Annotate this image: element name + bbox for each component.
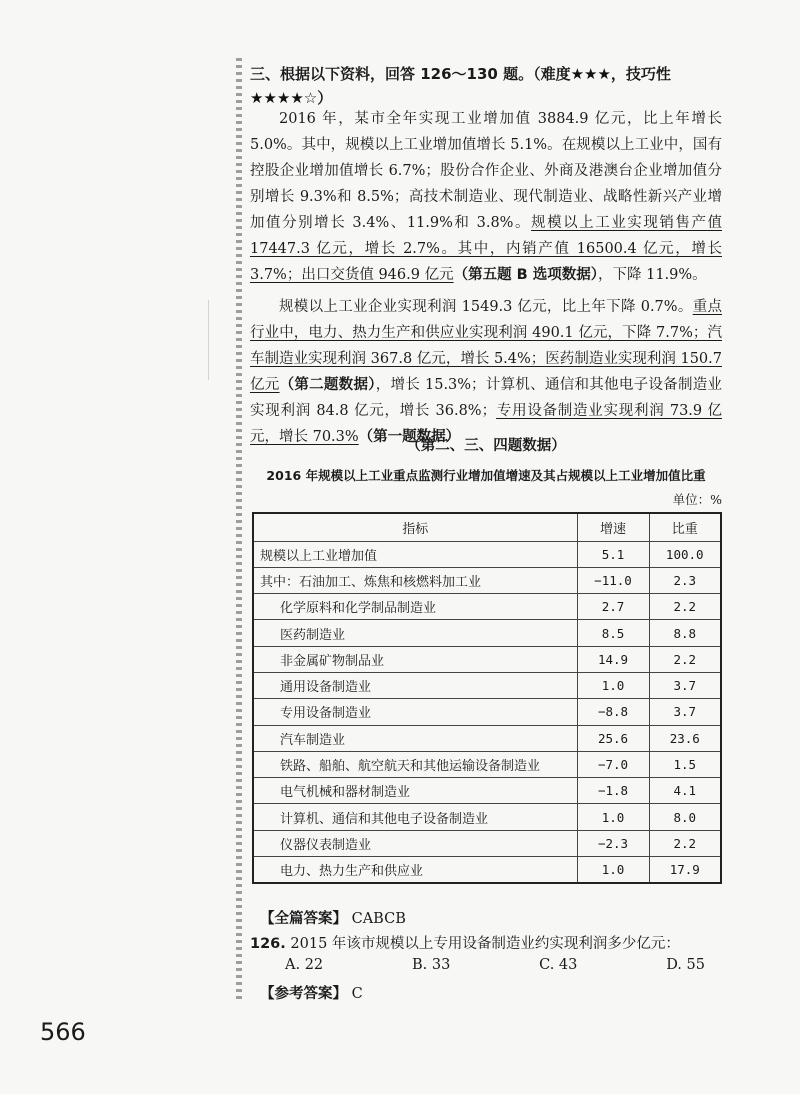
table-row: 其中：石油加工、炼焦和核燃料加工业 −11.0 2.3 [253, 567, 721, 593]
table-row: 医药制造业 8.5 8.8 [253, 620, 721, 646]
underlined-sales: 规模以上工业实现销售产值 17447.3 亿元，增长 2.7%。其中，内销产值 16500.4 亿元，增长 3.7%；出口交货值 946.9 亿元 [250, 215, 722, 283]
binding-mark [208, 300, 209, 380]
underlined-profits: 重点行业中，电力、热力生产和供应业实现利润 490.1 亿元，下降 7.7%；汽车制造业实现利润 367.8 亿元，增长 5.4%；医药制造业实现利润 150.7 亿元 [250, 299, 722, 393]
underlined-special-equipment: 专用设备制造业实现利润 73.9 亿元，增长 70.3% [250, 403, 722, 445]
question-126 [250, 932, 730, 953]
option-b: B. 33 [411, 957, 451, 973]
reference-answer: 【参考答案】 C [260, 986, 363, 1002]
table-row: 电气机械和器材制造业 −1.8 4.1 [253, 778, 721, 804]
table-row: 通用设备制造业 1.0 3.7 [253, 672, 721, 698]
reference-answer-value: C [351, 986, 363, 1002]
full-answer: 【全篇答案】 CABCB [260, 911, 406, 927]
difficulty-stars: ★★★ [570, 65, 611, 83]
table-row: 铁路、船舶、航空航天和其他运输设备制造业 −7.0 1.5 [253, 751, 721, 777]
industry-table [252, 512, 722, 884]
answer-options [285, 957, 705, 973]
table-row: 专用设备制造业 −8.8 3.7 [253, 699, 721, 725]
data-hint: （第一题数据） [358, 429, 461, 445]
data-note: （第二、三、四题数据） [406, 438, 566, 454]
header-share: 比重 [649, 513, 721, 541]
binding-edge [236, 58, 242, 1003]
table-header-row [253, 513, 721, 541]
skill-stars: ★★★★☆ [250, 89, 318, 107]
table-title: 2016 年规模以上工业重点监测行业增加值增速及其占规模以上工业增加值比重 [266, 468, 706, 483]
option-c: C. 43 [539, 957, 578, 973]
option-a: A. 22 [285, 957, 324, 973]
data-hint: （第二题数据） [279, 377, 376, 393]
paragraph-1: 2016 年，某市全年实现工业增加值 3884.9 亿元，比上年增长 5.0%。其中，规模以上工业增加值增长 5.1%。在规模以上工业中，国有控股企业增加值增长 6.7%；股份合作企业、外商及港澳台企业增加值分别增长 9.3%和 8.5%；高技术制造业、现代制造业、战略性新兴产业增加值分别增长 3.4%、11.9%和 3.8%。规模以上工业实现销售产值 17447.3 亿元，增长 2.7%。其中，内销产值 16500.4 亿元，增长 3.7%；出口交货值 946.9 亿元（第五题 B 选项数据），下降 11.9%。 [250, 111, 722, 283]
header-growth: 增速 [577, 513, 649, 541]
header-indicator: 指标 [253, 513, 577, 541]
page-number: 566 [40, 1018, 86, 1046]
question-number: 126. [250, 936, 286, 952]
table-row: 规模以上工业增加值 5.1 100.0 [253, 541, 721, 567]
table-unit: 单位：% [672, 492, 722, 507]
data-hint: （第五题 B 选项数据） [453, 267, 598, 283]
paragraph-2: 规模以上工业企业实现利润 1549.3 亿元，比上年下降 0.7%。重点行业中，电力、热力生产和供应业实现利润 490.1 亿元，下降 7.7%；汽车制造业实现利润 367.8 亿元，增长 5.4%；医药制造业实现利润 150.7 亿元（第二题数据），增长 15.3%；计算机、通信和其他电子设备制造业实现利润 84.8 亿元，增长 36.8%；专用设备制造业实现利润 73.9 亿元，增长 70.3%（第一题数据） [250, 299, 723, 445]
table-row: 计算机、通信和其他电子设备制造业 1.0 8.0 [253, 804, 721, 830]
table-row: 化学原料和化学制品制造业 2.7 2.2 [253, 594, 721, 620]
option-d: D. 55 [666, 957, 705, 973]
full-answer-value: CABCB [351, 911, 406, 927]
table-row: 仪器仪表制造业 −2.3 2.2 [253, 830, 721, 856]
table-row: 非金属矿物制品业 14.9 2.2 [253, 646, 721, 672]
section-title: 三、根据以下资料，回答 126～130 题。（难度★★★，技巧性★★★★☆） [250, 65, 671, 107]
question-text: 2015 年该市规模以上专用设备制造业约实现利润多少亿元： [290, 936, 680, 952]
table-row: 电力、热力生产和供应业 1.0 17.9 [253, 857, 721, 883]
table-row: 汽车制造业 25.6 23.6 [253, 725, 721, 751]
